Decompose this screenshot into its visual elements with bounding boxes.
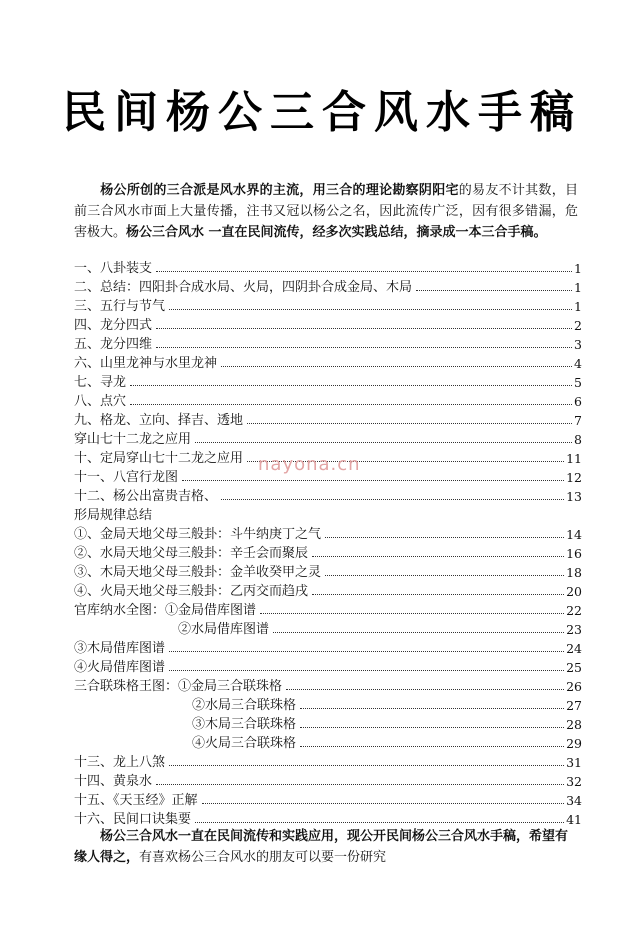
toc-entry[interactable] (74, 543, 582, 562)
toc-page-number: 14 (566, 527, 582, 542)
toc-entry-label: 一、八卦装支 (74, 261, 153, 276)
toc-leader-dots (169, 669, 564, 671)
toc-page-number: 1 (574, 299, 582, 314)
toc-page-number: 22 (566, 603, 582, 618)
toc-leader-dots (247, 422, 572, 424)
toc-leader-dots (221, 498, 564, 500)
intro-bold-text: 杨公所创的三合派是风水界的主流，用三合的理论勘察阴阳宅 (100, 183, 459, 198)
closing-paragraph (74, 826, 578, 868)
toc-entry[interactable] (74, 524, 582, 543)
toc-entry-label: 七、寻龙 (74, 375, 127, 390)
toc-leader-dots (312, 555, 564, 557)
toc-entry[interactable] (74, 752, 582, 771)
toc-entry[interactable] (74, 619, 582, 638)
toc-entry-label: 十二、杨公出富贵吉格、 (74, 489, 218, 504)
toc-leader-dots (156, 783, 564, 785)
toc-entry[interactable] (74, 638, 582, 657)
toc-entry[interactable] (74, 353, 582, 372)
toc-entry-label: ③木局借库图谱 (74, 641, 166, 656)
toc-leader-dots (300, 707, 564, 709)
toc-leader-dots (260, 612, 564, 614)
toc-leader-dots (202, 802, 565, 804)
toc-entry-label: 八、点穴 (74, 394, 127, 409)
toc-entry[interactable] (74, 581, 582, 600)
toc-entry-label: ③木局三合联珠格 (192, 717, 297, 732)
toc-entry[interactable] (74, 391, 582, 410)
toc-page-number: 18 (566, 565, 582, 580)
toc-leader-dots (169, 650, 564, 652)
toc-leader-dots (169, 764, 564, 766)
toc-leader-dots (156, 270, 572, 272)
toc-leader-dots (273, 631, 564, 633)
toc-page-number: 6 (574, 394, 582, 409)
toc-page-number: 26 (566, 679, 582, 694)
toc-entry-label: 四、龙分四式 (74, 318, 153, 333)
toc-entry-label: 穿山七十二龙之应用 (74, 432, 192, 447)
toc-leader-dots (286, 688, 564, 690)
toc-page-number: 12 (566, 470, 582, 485)
toc-leader-dots (416, 289, 572, 291)
toc-page-number: 29 (566, 736, 582, 751)
toc-page-number: 2 (574, 318, 582, 333)
closing-bold-text: 杨公三合风水一直在民间流传和实践应用，现公开民间杨公三合风水手稿，希望有缘人得之， (74, 829, 569, 865)
toc-page-number: 27 (566, 698, 582, 713)
toc-entry[interactable] (74, 505, 582, 524)
toc-entry[interactable] (74, 790, 582, 809)
toc-page-number: 41 (566, 812, 582, 827)
toc-page-number: 32 (566, 774, 582, 789)
toc-entry[interactable] (74, 277, 582, 296)
toc-leader-dots (130, 403, 572, 405)
toc-page-number: 24 (566, 641, 582, 656)
toc-entry-label: 十、定局穿山七十二龙之应用 (74, 451, 244, 466)
toc-page-number: 3 (574, 337, 582, 352)
intro-paragraph (74, 180, 578, 243)
toc-page-number: 23 (566, 622, 582, 637)
toc-entry-label: ②、水局天地父母三般卦：辛壬会而聚辰 (74, 546, 309, 561)
toc-entry[interactable] (74, 562, 582, 581)
toc-entry-label: ②水局三合联珠格 (192, 698, 297, 713)
toc-entry[interactable] (74, 486, 582, 505)
toc-entry-label: 十一、八宫行龙图 (74, 470, 179, 485)
toc-page-number: 7 (574, 413, 582, 428)
toc-page-number: 31 (566, 755, 582, 770)
toc-page-number: 13 (566, 489, 582, 504)
toc-entry-label: ②水局借库图谱 (178, 622, 270, 637)
toc-entry[interactable] (74, 315, 582, 334)
toc-entry[interactable] (74, 372, 582, 391)
toc-entry[interactable] (74, 429, 582, 448)
toc-entry[interactable] (74, 410, 582, 429)
toc-page-number: 8 (574, 432, 582, 447)
toc-entry-label: ③、木局天地父母三般卦：金羊收癸甲之灵 (74, 565, 322, 580)
toc-leader-dots (182, 479, 564, 481)
toc-page-number: 1 (574, 280, 582, 295)
toc-entry[interactable] (74, 733, 582, 752)
document-title: 民间杨公三合风水手稿 (62, 87, 582, 138)
toc-leader-dots (325, 536, 564, 538)
toc-page-number: 20 (566, 584, 582, 599)
toc-leader-dots (312, 593, 564, 595)
toc-leader-dots (195, 441, 572, 443)
toc-entry[interactable] (74, 334, 582, 353)
toc-page-number: 25 (566, 660, 582, 675)
toc-entry-label: 九、格龙、立向、择吉、透地 (74, 413, 244, 428)
toc-page-number: 1 (574, 261, 582, 276)
toc-entry-label: 二、总结：四阳卦合成水局、火局，四阴卦合成金局、木局 (74, 280, 413, 295)
toc-leader-dots (221, 365, 572, 367)
toc-leader-dots (195, 821, 564, 823)
toc-page-number: 28 (566, 717, 582, 732)
toc-entry[interactable] (74, 714, 582, 733)
toc-entry[interactable] (74, 258, 582, 277)
toc-entry[interactable] (74, 296, 582, 315)
intro-bold-text-2: 杨公三合风水 一直在民间流传，经多次实践总结，摘录成一本三合手稿。 (126, 225, 547, 240)
toc-entry-label: 十三、龙上八煞 (74, 755, 166, 770)
closing-normal-text: 有喜欢杨公三合风水的朋友可以要一份研究 (139, 850, 387, 865)
toc-entry-label: 三、五行与节气 (74, 299, 166, 314)
toc-leader-dots (300, 726, 564, 728)
toc-entry-label: 六、山里龙神与水里龙神 (74, 356, 218, 371)
toc-entry-label: 三合联珠格王图：①金局三合联珠格 (74, 679, 283, 694)
intro-normal-text: 的易友不计其数，目前三合风水市面上大量传播，注书又冠以杨公之名，因此流传广泛，因有很多错漏，危害极大。 (74, 183, 578, 240)
toc-entry[interactable] (74, 695, 582, 714)
toc-page-number: 16 (566, 546, 582, 561)
toc-entry-label: 官库纳水全图：①金局借库图谱 (74, 603, 257, 618)
toc-page-number: 34 (566, 793, 582, 808)
toc-entry-label: 十四、黄泉水 (74, 774, 153, 789)
toc-entry-label: 十六、民间口诀集要 (74, 812, 192, 827)
toc-leader-dots (156, 346, 572, 348)
toc-page-number: 11 (566, 451, 582, 466)
toc-leader-dots (169, 308, 572, 310)
toc-entry[interactable] (74, 600, 582, 619)
toc-entry[interactable] (74, 676, 582, 695)
toc-entry[interactable] (74, 771, 582, 790)
toc-leader-dots (300, 745, 564, 747)
toc-entry-label: 形局规律总结 (74, 508, 153, 523)
watermark: nayona.cn (258, 454, 361, 475)
toc-entry-label: 十五、《天玉经》正解 (74, 793, 198, 808)
toc-entry-label: ④、火局天地父母三般卦：乙丙交而趋戌 (74, 584, 309, 599)
toc-entry[interactable] (74, 657, 582, 676)
toc-leader-dots (325, 574, 564, 576)
toc-entry-label: ④火局三合联珠格 (192, 736, 297, 751)
toc-page-number: 5 (574, 375, 582, 390)
toc-leader-dots (130, 384, 572, 386)
toc-entry-label: ①、金局天地父母三般卦：斗牛纳庚丁之气 (74, 527, 322, 542)
table-of-contents (74, 258, 582, 828)
toc-entry-label: 五、龙分四维 (74, 337, 153, 352)
toc-leader-dots (156, 327, 572, 329)
toc-page-number: 4 (574, 356, 582, 371)
toc-entry-label: ④火局借库图谱 (74, 660, 166, 675)
